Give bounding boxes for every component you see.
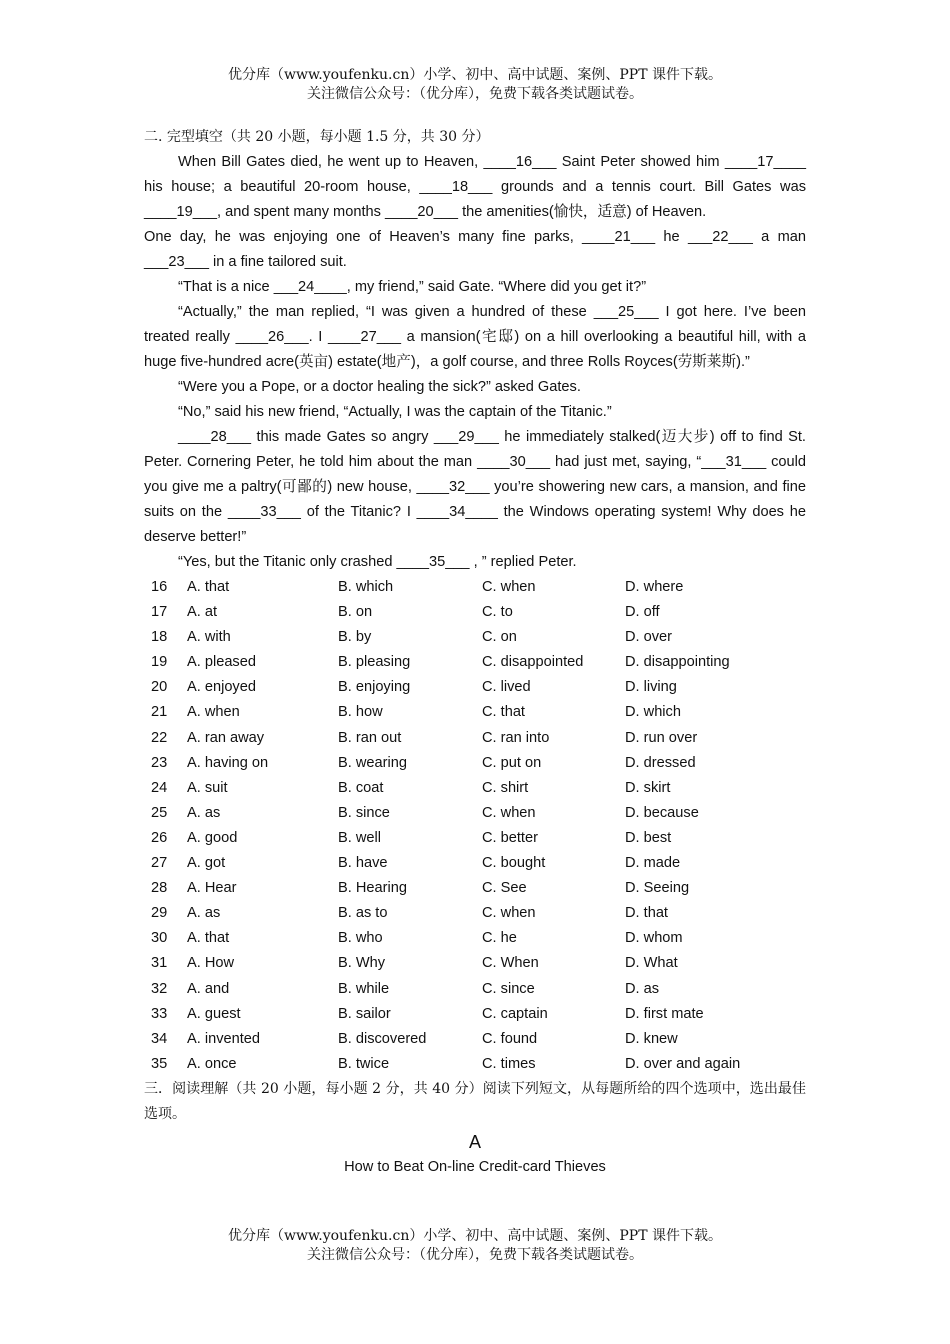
option-b: B. have [338, 855, 388, 872]
option-c: C. times [482, 1055, 536, 1072]
option-c: C. when [482, 804, 536, 821]
option-b: B. who [338, 930, 383, 947]
option-row [144, 826, 806, 851]
option-d: D. made [625, 855, 681, 872]
question-number: 18 [151, 629, 168, 646]
option-c: C. bought [482, 855, 546, 872]
option-a: A. ran away [187, 729, 265, 746]
option-b: B. which [338, 579, 394, 595]
option-d: D. over and again [625, 1055, 741, 1072]
option-a: A. invented [187, 1030, 261, 1047]
cloze-paragraph-4: “Actually,” the man replied, “I was given a hundred of these ___25___ I got here. I’ve been treated really ____26___. I ____27___ a mansion(宅邸) on a hill overlooking a beautiful hill, with a huge five-hundred acre(英亩) estate(地产)，a golf course, and three Rolls Royces(劳斯莱斯).” [144, 304, 806, 370]
option-a: A. that [187, 930, 230, 947]
question-number: 20 [151, 679, 168, 696]
question-number: 30 [151, 930, 168, 947]
question-number: 24 [151, 779, 168, 796]
option-c: C. he [482, 930, 517, 947]
question-number: 27 [151, 855, 168, 872]
option-b: B. on [338, 604, 373, 621]
option-a: A. having on [187, 754, 269, 771]
option-row [144, 851, 806, 876]
question-number: 26 [151, 829, 168, 846]
option-c: C. when [482, 905, 536, 922]
option-b: B. since [338, 804, 390, 821]
option-b: B. ran out [338, 729, 402, 746]
option-a: A. with [187, 629, 231, 646]
option-c: C. See [482, 880, 527, 897]
option-a: A. got [187, 855, 226, 872]
option-d: D. best [625, 829, 672, 846]
option-b: B. sailor [338, 1005, 391, 1022]
question-number: 22 [151, 729, 168, 746]
option-row [144, 801, 806, 826]
option-c: C. disappointed [482, 654, 584, 671]
cloze-paragraph-8: “Yes, but the Titanic only crashed ____35___ , ” replied Peter. [178, 554, 577, 570]
question-number: 28 [151, 880, 168, 897]
option-row [144, 977, 806, 1002]
option-row [144, 776, 806, 801]
option-a: A. as [187, 905, 221, 922]
passage-title: How to Beat On-line Credit-card Thieves [344, 1158, 606, 1175]
option-a: A. once [187, 1055, 237, 1072]
option-d: D. knew [625, 1030, 678, 1047]
option-b: B. well [338, 829, 381, 846]
option-d: D. disappointing [625, 654, 730, 671]
option-c: C. lived [482, 679, 531, 696]
option-row [144, 951, 806, 976]
question-number: 34 [151, 1030, 168, 1047]
option-d: D. because [625, 804, 699, 821]
option-row [144, 1052, 806, 1077]
option-a: A. and [187, 980, 230, 997]
option-row [144, 700, 806, 725]
option-a: A. How [187, 955, 235, 972]
option-b: B. Hearing [338, 880, 407, 897]
question-number: 33 [151, 1005, 168, 1022]
option-a: A. pleased [187, 654, 256, 671]
option-d: D. which [625, 704, 681, 721]
option-d: D. dressed [625, 754, 696, 771]
question-number: 32 [151, 980, 168, 997]
option-row [144, 876, 806, 901]
option-d: D. skirt [625, 779, 671, 796]
option-b: B. by [338, 629, 372, 646]
footer-line-1: 优分库（www.youfenku.cn）小学、初中、高中试题、案例、PPT 课件下载。 [227, 1228, 722, 1244]
option-c: C. since [482, 980, 535, 997]
option-c: C. on [482, 629, 517, 646]
page-footer [0, 1227, 950, 1265]
header-line-2: 关注微信公众号：（优分库），免费下载各类试题试卷。 [307, 86, 643, 102]
option-a: A. guest [187, 1005, 241, 1022]
option-d: D. first mate [625, 1005, 704, 1022]
option-b: B. wearing [338, 754, 407, 771]
question-number: 21 [151, 704, 168, 721]
option-c: C. ran into [482, 729, 550, 746]
question-number: 31 [151, 955, 168, 972]
option-row [144, 901, 806, 926]
option-row [144, 1027, 806, 1052]
question-number: 25 [151, 804, 168, 821]
option-a: A. Hear [187, 880, 237, 897]
option-row [144, 650, 806, 675]
option-c: C. that [482, 704, 525, 721]
option-d: D. where [625, 579, 684, 595]
option-d: D. What [625, 955, 678, 972]
option-a: A. as [187, 804, 221, 821]
option-d: D. off [625, 604, 660, 621]
option-b: B. enjoying [338, 679, 411, 696]
option-c: C. when [482, 579, 536, 595]
option-c: C. When [482, 955, 539, 972]
page-content [144, 125, 806, 1179]
option-row [144, 1002, 806, 1027]
question-number: 16 [151, 579, 168, 595]
option-row [144, 926, 806, 951]
option-c: C. shirt [482, 779, 529, 796]
question-number: 23 [151, 754, 168, 771]
option-row [144, 575, 806, 600]
option-a: A. enjoyed [187, 679, 256, 696]
footer-line-2: 关注微信公众号：（优分库），免费下载各类试题试卷。 [307, 1247, 643, 1263]
option-c: C. put on [482, 754, 542, 771]
options-table [144, 575, 806, 1077]
option-a: A. when [187, 704, 240, 721]
option-c: C. better [482, 829, 538, 846]
option-d: D. Seeing [625, 880, 690, 897]
option-d: D. whom [625, 930, 683, 947]
option-row [144, 726, 806, 751]
passage-label: A [468, 1131, 481, 1152]
section3-title: 三．阅读理解（共 20 小题，每小题 2 分，共 40 分）阅读下列短文，从每题所给的四个选项中，选出最佳选项。 [144, 1080, 806, 1122]
question-number: 19 [151, 654, 168, 671]
option-a: A. at [187, 604, 218, 621]
option-b: B. pleasing [338, 654, 411, 671]
option-a: A. suit [187, 779, 228, 796]
cloze-paragraph-1: When Bill Gates died, he went up to Heaven, ____16___ Saint Peter showed him ____17____ his house; a beautiful 20-room house, ____18___ grounds and a tennis court. Bill Gates was ____19___, and spent many months ____20___ the amenities(愉快，适意) of Heaven. [144, 154, 806, 220]
option-d: D. that [625, 905, 668, 922]
option-d: D. as [625, 980, 660, 997]
cloze-paragraph-2: One day, he was enjoying one of Heaven’s many fine parks, ____21___ he ___22___ a man ___23___ in a fine tailored suit. [144, 229, 806, 270]
option-c: C. captain [482, 1005, 548, 1022]
cloze-paragraph-7: ____28___ this made Gates so angry ___29___ he immediately stalked(迈大步) off to find St. Peter. Cornering Peter, he told him about the man ____30___ had just met, saying, “___31___ could you give me a paltry(可鄙的) new house, ____32___ you’re showering new cars, a mansion, and fine suits on the ____33___ of the Titanic? I ____34____ the Windows operating system! Why does he deserve better!” [144, 429, 806, 545]
option-b: B. coat [338, 779, 384, 796]
option-row [144, 675, 806, 700]
page-header [0, 66, 950, 104]
option-b: B. as to [338, 905, 388, 922]
cloze-paragraph-6: “No,” said his new friend, “Actually, I was the captain of the Titanic.” [178, 404, 612, 420]
option-b: B. while [338, 980, 390, 997]
option-d: D. living [625, 679, 677, 696]
option-b: B. Why [338, 955, 386, 972]
option-d: D. run over [625, 729, 698, 746]
option-c: C. found [482, 1030, 538, 1047]
question-number: 35 [151, 1055, 168, 1072]
option-row [144, 625, 806, 650]
option-b: B. how [338, 704, 383, 721]
cloze-paragraph-5: “Were you a Pope, or a doctor healing the sick?” asked Gates. [178, 379, 581, 395]
option-a: A. that [187, 579, 230, 595]
question-number: 29 [151, 905, 168, 922]
option-d: D. over [625, 629, 673, 646]
cloze-paragraph-3: “That is a nice ___24____, my friend,” said Gate. “Where did you get it?” [178, 279, 647, 295]
option-c: C. to [482, 604, 513, 621]
section2-title: 二. 完型填空（共 20 小题，每小题 1.5 分，共 30 分） [144, 129, 490, 145]
option-b: B. discovered [338, 1030, 427, 1047]
option-row [144, 600, 806, 625]
header-line-1: 优分库（www.youfenku.cn）小学、初中、高中试题、案例、PPT 课件下载。 [227, 67, 722, 83]
option-a: A. good [187, 829, 238, 846]
question-number: 17 [151, 604, 168, 621]
option-row [144, 751, 806, 776]
option-b: B. twice [338, 1055, 390, 1072]
